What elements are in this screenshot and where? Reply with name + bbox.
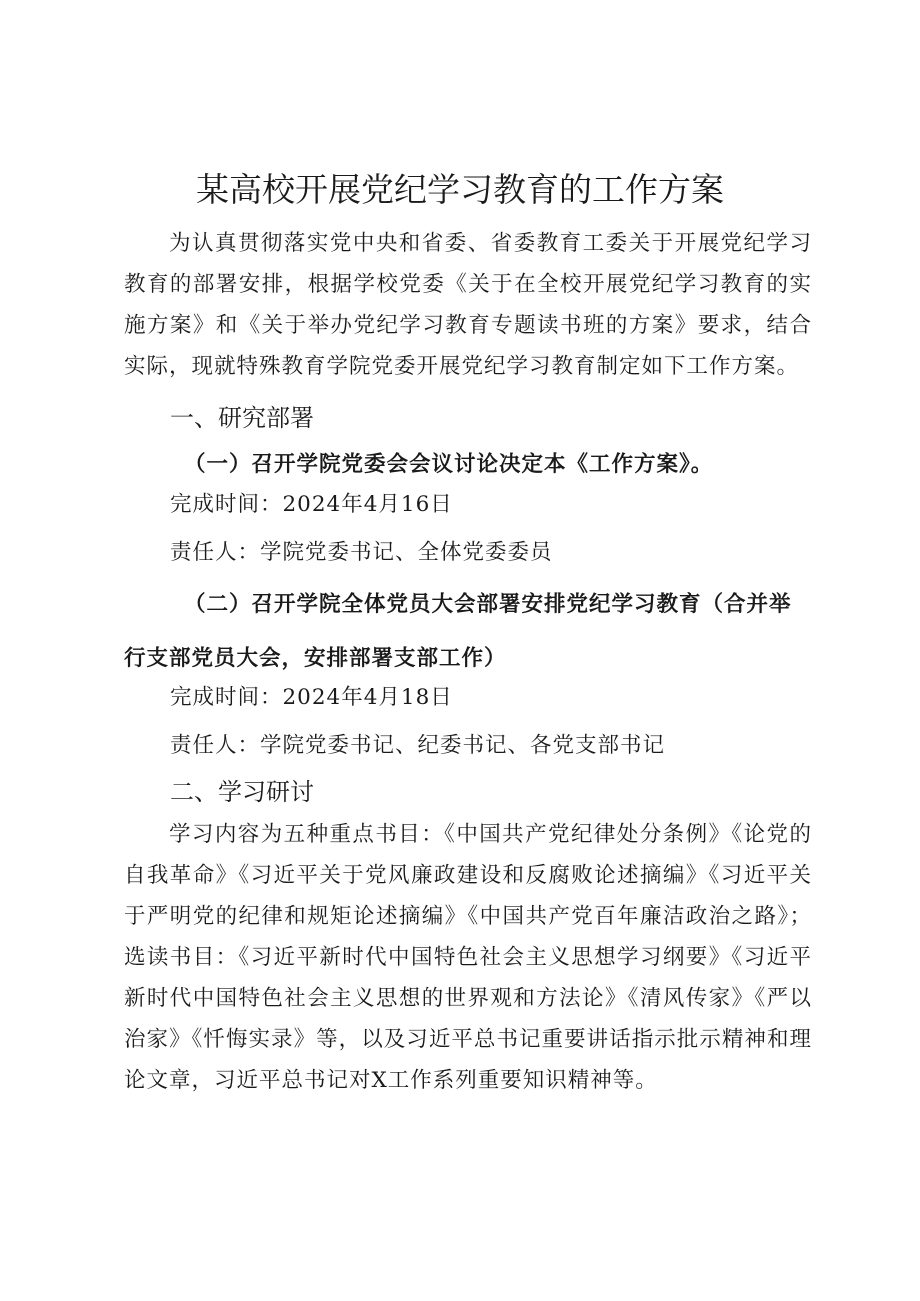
document-title: 某高校开展党纪学习教育的工作方案 — [196, 170, 724, 209]
section-1-item-2-title: （二）召开学院全体党员大会部署安排党纪学习教育（合并举行支部党员大会，安排部署支部工作） — [124, 592, 792, 671]
section-1-item-1-time: 完成时间：2024年4月16日 — [170, 492, 453, 517]
section-1-item-1-title: （一）召开学院党委会会议讨论决定本《工作方案》。 — [184, 452, 714, 477]
section-1-item-1-owner: 责任人：学院党委书记、全体党委委员 — [170, 540, 553, 565]
section-1-item-2-owner: 责任人：学院党委书记、纪委书记、各党支部书记 — [170, 733, 666, 758]
section-2-body: 学习内容为五种重点书目：《中国共产党纪律处分条例》《论党的自我革命》《习近平关于党风廉政建设和反腐败论述摘编》《习近平关于严明党的纪律和规矩论述摘编》《中国共产党百年廉洁政治之路》；选读书目：《习近平新时代中国特色社会主义思想学习纲要》《习近平新时代中国特色社会主义思想的世界观和方法论》《清风传家》《严以治家》《忏悔实录》等，以及习近平总书记重要讲话指示批示精神和理论文章，习近平总书记对X工作系列重要知识精神等。 — [124, 822, 812, 1093]
section-1-heading: 一、研究部署 — [170, 404, 314, 432]
section-2-heading: 二、学习研讨 — [170, 778, 314, 806]
intro-paragraph: 为认真贯彻落实党中央和省委、省委教育工委关于开展党纪学习教育的部署安排，根据学校党委《关于在全校开展党纪学习教育的实施方案》和《关于举办党纪学习教育专题读书班的方案》要求，结合实际，现就特殊教育学院党委开展党纪学习教育制定如下工作方案。 — [124, 231, 812, 379]
section-1-item-2-time: 完成时间：2024年4月18日 — [170, 685, 453, 710]
